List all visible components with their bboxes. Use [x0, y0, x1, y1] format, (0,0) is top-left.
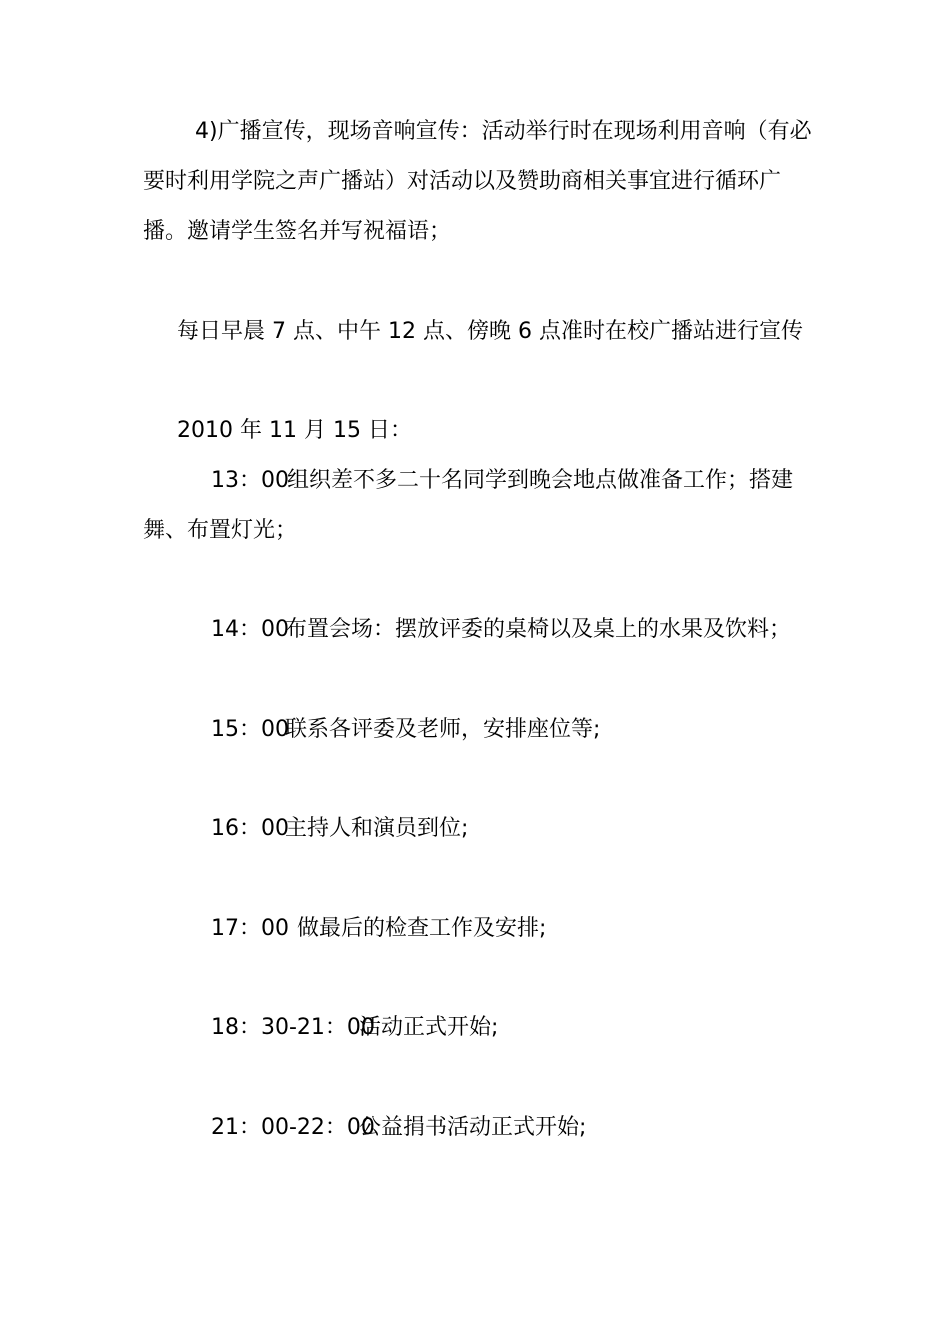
daily-broadcast-paragraph: 每日早晨 7 点、中午 12 点、傍晚 6 点准时在校广播站进行宣传	[177, 319, 803, 344]
schedule-time: 17：00	[211, 916, 289, 941]
schedule-task: 联系各评委及老师，安排座位等;	[285, 717, 601, 742]
schedule-time: 16：00	[211, 816, 289, 841]
schedule-time: 14：00	[211, 617, 289, 642]
schedule-task: 活动正式开始;	[359, 1015, 499, 1040]
schedule-row	[143, 804, 813, 854]
schedule-row	[143, 1103, 813, 1153]
schedule-time: 15：00	[211, 717, 289, 742]
schedule-task: 组织差不多二十名同学到晚会地点做准备工作；搭建舞、布置灯光；	[143, 468, 794, 543]
schedule-row	[143, 1003, 813, 1053]
schedule-row	[143, 705, 813, 755]
schedule-time: 13：00	[211, 468, 289, 493]
schedule-time: 21：00-22：00	[211, 1115, 375, 1140]
schedule-task: 布置会场：摆放评委的桌椅以及桌上的水果及饮料；	[285, 617, 792, 642]
schedule-row	[143, 904, 813, 954]
broadcast-paragraph: 4)广播宣传，现场音响宣传：活动举行时在现场利用音响（有必要时利用学院之声广播站）对活动以及赞助商相关事宜进行循环广播。邀请学生签名并写祝福语；	[143, 119, 812, 244]
date-heading: 2010 年 11 月 15 日：	[177, 418, 412, 443]
schedule-task: 公益捐书活动正式开始;	[359, 1115, 587, 1140]
schedule-task: 主持人和演员到位;	[285, 816, 469, 841]
schedule-time: 18：30-21：00	[211, 1015, 375, 1040]
schedule-row	[143, 456, 813, 556]
schedule-task: 做最后的检查工作及安排;	[297, 916, 547, 941]
schedule-row	[143, 605, 813, 655]
